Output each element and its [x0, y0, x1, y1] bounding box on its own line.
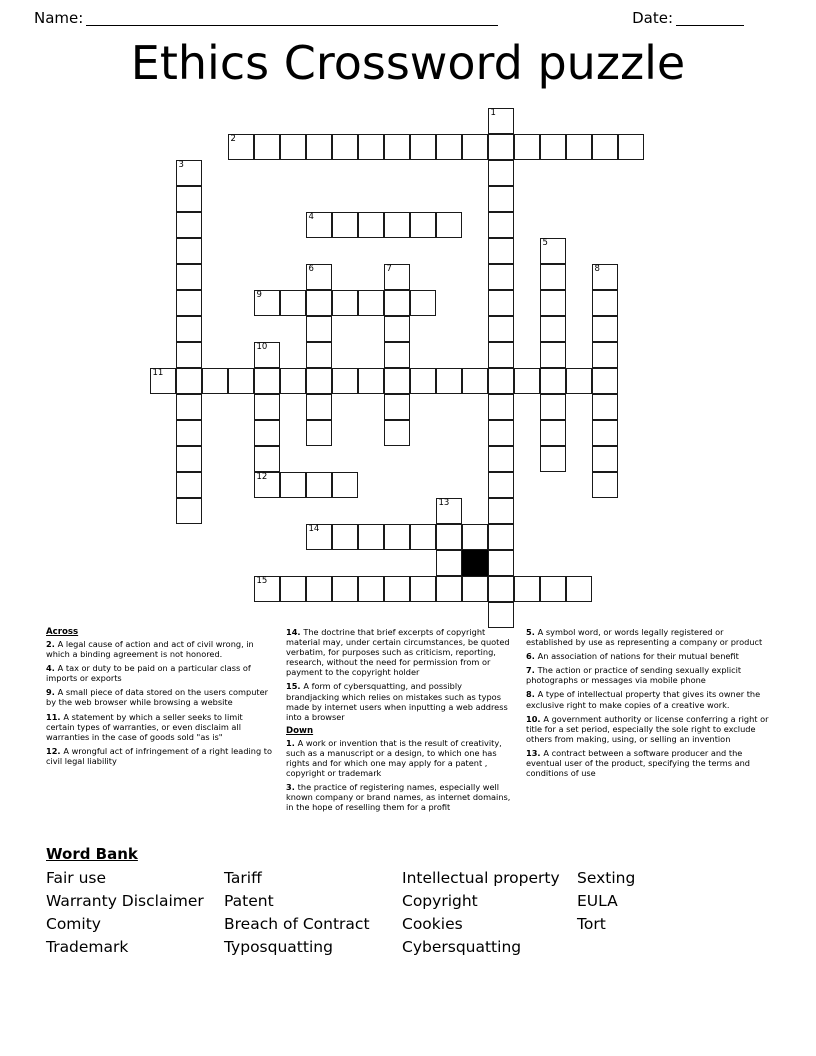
grid-cell[interactable] [176, 290, 202, 316]
grid-cell[interactable] [592, 342, 618, 368]
across-clue [286, 681, 512, 721]
grid-cell[interactable] [384, 134, 410, 160]
grid-cell[interactable] [176, 420, 202, 446]
grid-cell-blocked [462, 550, 488, 576]
grid-cell[interactable] [384, 394, 410, 420]
word-bank-heading: Word Bank [46, 845, 138, 863]
grid-cell[interactable] [332, 472, 358, 498]
grid-cell[interactable] [306, 316, 332, 342]
clue-column-middle [286, 627, 526, 817]
clue-text: A type of intellectual property that gives its owner the exclusive right to make copies of a creative work. [526, 689, 761, 710]
down-clue [526, 714, 770, 744]
grid-cell[interactable] [436, 368, 462, 394]
grid-cell-number: 6 [308, 263, 314, 274]
grid-cell[interactable] [228, 368, 254, 394]
grid-cell[interactable] [228, 134, 254, 160]
grid-cell[interactable] [332, 134, 358, 160]
grid-cell[interactable] [384, 316, 410, 342]
grid-cell[interactable] [150, 368, 176, 394]
grid-cell[interactable] [436, 212, 462, 238]
grid-cell[interactable] [176, 394, 202, 420]
grid-cell[interactable] [592, 394, 618, 420]
grid-cell[interactable] [306, 342, 332, 368]
grid-cell[interactable] [202, 368, 228, 394]
grid-cell[interactable] [306, 264, 332, 290]
grid-cell[interactable] [358, 290, 384, 316]
word-bank-word[interactable]: Warranty Disclaimer [46, 892, 204, 910]
clue-text: The doctrine that brief excerpts of copyright material may, under certain circumstances, be quoted verbatim, for purposes such as criticism, reporting, research, without the need for permission from or payment to the copyright holder [286, 627, 510, 678]
grid-cell[interactable] [332, 576, 358, 602]
clue-number: 6. [526, 651, 538, 662]
clue-text: A symbol word, or words legally registered or established by use as representing a company or product [526, 627, 763, 648]
grid-cell[interactable] [540, 394, 566, 420]
grid-cell[interactable] [358, 576, 384, 602]
grid-cell[interactable] [176, 316, 202, 342]
grid-cell[interactable] [488, 550, 514, 576]
page-title: Ethics Crossword puzzle [130, 36, 686, 90]
clue-number: 8. [526, 689, 538, 700]
grid-cell[interactable] [462, 134, 488, 160]
grid-cell[interactable] [592, 472, 618, 498]
grid-cell-number: 9 [256, 289, 262, 300]
grid-cell[interactable] [384, 420, 410, 446]
clue-column-left [46, 627, 286, 817]
clue-number: 12. [46, 745, 64, 756]
grid-cell[interactable] [176, 160, 202, 186]
grid-cell[interactable] [592, 368, 618, 394]
word-bank-word[interactable]: Breach of Contract [224, 915, 370, 933]
clue-number: 10. [526, 713, 544, 724]
grid-cell[interactable] [306, 212, 332, 238]
grid-cell[interactable] [332, 524, 358, 550]
grid-cell[interactable] [514, 134, 540, 160]
grid-cell[interactable] [280, 576, 306, 602]
grid-cell[interactable] [254, 368, 280, 394]
word-bank-empty [577, 936, 746, 959]
grid-cell[interactable] [254, 342, 280, 368]
across-clue [46, 746, 272, 766]
grid-cell[interactable] [176, 342, 202, 368]
grid-cell[interactable] [306, 576, 332, 602]
grid-cell[interactable] [540, 264, 566, 290]
clue-number: 14. [286, 627, 304, 637]
clue-number: 1. [286, 737, 298, 748]
across-clue [46, 663, 272, 683]
grid-cell[interactable] [358, 134, 384, 160]
grid-cell[interactable] [384, 368, 410, 394]
clue-text: A wrongful act of infringement of a right leading to civil legal liability [46, 745, 273, 766]
clue-text: the practice of registering names, especially well known company or brand names, as internet domains, in the hope of reselling them for a profit [286, 782, 511, 813]
across-clue [46, 712, 272, 742]
down-clue [526, 627, 770, 647]
grid-cell[interactable] [540, 446, 566, 472]
grid-cell[interactable] [592, 420, 618, 446]
grid-cell[interactable] [384, 342, 410, 368]
grid-cell[interactable] [462, 576, 488, 602]
across-clue-list-cont [286, 627, 512, 722]
grid-cell[interactable] [488, 394, 514, 420]
grid-cell[interactable] [540, 290, 566, 316]
grid-cell[interactable] [488, 238, 514, 264]
grid-cell[interactable] [254, 134, 280, 160]
clue-text: A form of cybersquatting, and possibly brandjacking which relies on mistakes such as typos made by internet users when inputting a web address into a browser [286, 681, 508, 722]
grid-cell[interactable] [384, 290, 410, 316]
clue-text: A statement by which a seller seeks to limit certain types of warranties, or even disclaim all warranties in the case of goods sold "as is" [46, 711, 243, 742]
grid-cell[interactable] [410, 576, 436, 602]
grid-cell[interactable] [540, 134, 566, 160]
grid-cell[interactable] [332, 212, 358, 238]
grid-cell[interactable] [488, 576, 514, 602]
clue-number: 7. [526, 665, 538, 676]
grid-cell[interactable] [306, 472, 332, 498]
grid-cell[interactable] [254, 472, 280, 498]
grid-cell-number: 14 [308, 523, 320, 534]
grid-cell[interactable] [358, 212, 384, 238]
across-clue-list [46, 639, 272, 766]
clue-number: 15. [286, 681, 304, 692]
word-bank-word[interactable]: Trademark [46, 938, 129, 956]
grid-cell[interactable] [592, 134, 618, 160]
word-bank-word[interactable]: Tort [577, 915, 606, 933]
grid-cell[interactable] [176, 368, 202, 394]
grid-cell[interactable] [176, 498, 202, 524]
down-clue [526, 748, 770, 778]
clue-number: 9. [46, 687, 58, 698]
grid-cell[interactable] [566, 368, 592, 394]
grid-cell-number: 5 [542, 237, 548, 248]
grid-cell[interactable] [410, 290, 436, 316]
grid-cell[interactable] [306, 134, 332, 160]
grid-cell-number: 2 [230, 133, 236, 144]
clue-column-right [526, 627, 770, 817]
grid-cell[interactable] [540, 368, 566, 394]
grid-cell[interactable] [176, 238, 202, 264]
grid-cell[interactable] [488, 420, 514, 446]
grid-cell-number: 7 [386, 263, 392, 274]
grid-cell-number: 12 [256, 471, 268, 482]
clue-number: 11. [46, 711, 64, 722]
grid-cell[interactable] [306, 420, 332, 446]
word-bank-word[interactable]: Copyright [402, 892, 478, 910]
grid-cell[interactable] [514, 368, 540, 394]
word-bank-word[interactable]: Sexting [577, 869, 636, 887]
clue-number: 2. [46, 639, 58, 649]
grid-cell[interactable] [254, 420, 280, 446]
grid-cell[interactable] [540, 576, 566, 602]
grid-cell[interactable] [384, 576, 410, 602]
grid-cell[interactable] [436, 498, 462, 524]
clue-number: 5. [526, 627, 538, 637]
down-clue-list-cont [526, 627, 770, 778]
grid-cell[interactable] [514, 576, 540, 602]
grid-cell[interactable] [332, 290, 358, 316]
grid-cell[interactable] [488, 264, 514, 290]
grid-cell[interactable] [566, 134, 592, 160]
grid-cell[interactable] [566, 576, 592, 602]
grid-cell-number: 1 [490, 107, 496, 118]
grid-cell[interactable] [488, 108, 514, 134]
grid-cell[interactable] [436, 550, 462, 576]
grid-cell[interactable] [384, 212, 410, 238]
grid-cell[interactable] [540, 238, 566, 264]
grid-cell[interactable] [592, 264, 618, 290]
down-clue-list [286, 738, 512, 813]
grid-cell[interactable] [540, 316, 566, 342]
grid-cell[interactable] [488, 134, 514, 160]
grid-cell[interactable] [540, 342, 566, 368]
grid-cell[interactable] [332, 368, 358, 394]
grid-cell[interactable] [488, 368, 514, 394]
across-clue [286, 627, 512, 677]
grid-cell[interactable] [384, 524, 410, 550]
clue-text: A work or invention that is the result of creativity, such as a manuscript or a design, to which one has rights and for which one may apply for a patent , copyright or trademark [286, 737, 502, 779]
grid-cell[interactable] [306, 290, 332, 316]
grid-cell[interactable] [592, 290, 618, 316]
grid-cell[interactable] [176, 446, 202, 472]
across-clue [46, 687, 272, 707]
grid-cell[interactable] [436, 576, 462, 602]
down-clue [286, 782, 512, 812]
grid-cell[interactable] [488, 316, 514, 342]
grid-cell-number: 3 [178, 159, 184, 170]
grid-cell[interactable] [488, 602, 514, 628]
down-heading: Down [286, 725, 314, 736]
grid-cell[interactable] [176, 212, 202, 238]
grid-cell[interactable] [306, 394, 332, 420]
clue-text: A small piece of data stored on the users computer by the web browser while browsing a website [46, 687, 269, 708]
clue-text: A tax or duty to be paid on a particular class of imports or exports [46, 663, 251, 684]
clue-number: 4. [46, 663, 58, 674]
grid-cell[interactable] [254, 394, 280, 420]
grid-cell[interactable] [280, 368, 306, 394]
grid-cell[interactable] [488, 186, 514, 212]
grid-cell[interactable] [488, 290, 514, 316]
grid-cell[interactable] [176, 186, 202, 212]
grid-cell[interactable] [410, 134, 436, 160]
grid-cell[interactable] [592, 446, 618, 472]
grid-cell[interactable] [488, 160, 514, 186]
word-bank-word[interactable]: EULA [577, 892, 618, 910]
grid-cell[interactable] [436, 524, 462, 550]
grid-cell[interactable] [488, 212, 514, 238]
grid-cell-number: 11 [152, 367, 164, 378]
grid-cell[interactable] [176, 472, 202, 498]
word-bank-grid [46, 867, 746, 959]
down-clue [526, 665, 770, 685]
grid-cell[interactable] [488, 342, 514, 368]
grid-cell-number: 13 [438, 497, 450, 508]
word-bank-word[interactable]: Cookies [402, 915, 463, 933]
clue-text: An association of nations for their mutual benefit [537, 651, 739, 662]
grid-cell[interactable] [254, 576, 280, 602]
grid-cell[interactable] [358, 524, 384, 550]
grid-cell[interactable] [592, 316, 618, 342]
grid-cell-number: 15 [256, 575, 268, 586]
word-bank-word[interactable]: Tariff [224, 869, 262, 887]
grid-cell[interactable] [488, 446, 514, 472]
grid-cell[interactable] [280, 290, 306, 316]
across-heading: Across [46, 627, 79, 637]
grid-cell[interactable] [488, 498, 514, 524]
word-bank-word[interactable]: Intellectual property [402, 869, 560, 887]
grid-cell[interactable] [358, 368, 384, 394]
word-bank-word[interactable]: Comity [46, 915, 101, 933]
clue-number: 13. [526, 747, 544, 758]
clues-section [46, 627, 770, 817]
word-bank-word[interactable]: Patent [224, 892, 274, 910]
clue-text: The action or practice of sending sexually explicit photographs or messages via mobile phone [526, 665, 742, 686]
word-bank-section [46, 845, 746, 959]
grid-cell[interactable] [618, 134, 644, 160]
clue-text: A contract between a software producer and the eventual user of the product, specifying the terms and conditions of use [526, 747, 750, 779]
grid-cell[interactable] [280, 472, 306, 498]
grid-cell[interactable] [254, 290, 280, 316]
grid-cell[interactable] [410, 368, 436, 394]
grid-cell[interactable] [176, 264, 202, 290]
grid-cell[interactable] [306, 524, 332, 550]
clue-text: A legal cause of action and act of civil wrong, in which a binding agreement is not honored. [46, 639, 254, 660]
grid-cell-number: 8 [594, 263, 600, 274]
grid-cell[interactable] [462, 524, 488, 550]
grid-cell[interactable] [488, 472, 514, 498]
grid-cell-number: 4 [308, 211, 314, 222]
grid-cell[interactable] [384, 264, 410, 290]
grid-cell[interactable] [410, 212, 436, 238]
clue-text: A government authority or license conferring a right or title for a set period, especially the sole right to exclude others from making, using, or selling an invention [526, 713, 769, 744]
down-clue [526, 689, 770, 709]
grid-cell[interactable] [540, 420, 566, 446]
date-label: Date: [632, 9, 673, 27]
word-bank-word[interactable]: Typosquatting [224, 938, 333, 956]
grid-cell[interactable] [436, 134, 462, 160]
name-label: Name: [34, 9, 84, 27]
word-bank-word[interactable]: Fair use [46, 869, 107, 887]
grid-cell[interactable] [488, 524, 514, 550]
grid-cell[interactable] [410, 524, 436, 550]
down-clue [286, 738, 512, 778]
grid-cell-number: 10 [256, 341, 268, 352]
grid-cell[interactable] [280, 134, 306, 160]
down-clue [526, 651, 770, 661]
grid-cell[interactable] [462, 368, 488, 394]
clue-number: 3. [286, 782, 298, 793]
across-clue [46, 639, 272, 659]
grid-cell[interactable] [306, 368, 332, 394]
word-bank-word[interactable]: Cybersquatting [402, 938, 522, 956]
grid-cell[interactable] [254, 446, 280, 472]
